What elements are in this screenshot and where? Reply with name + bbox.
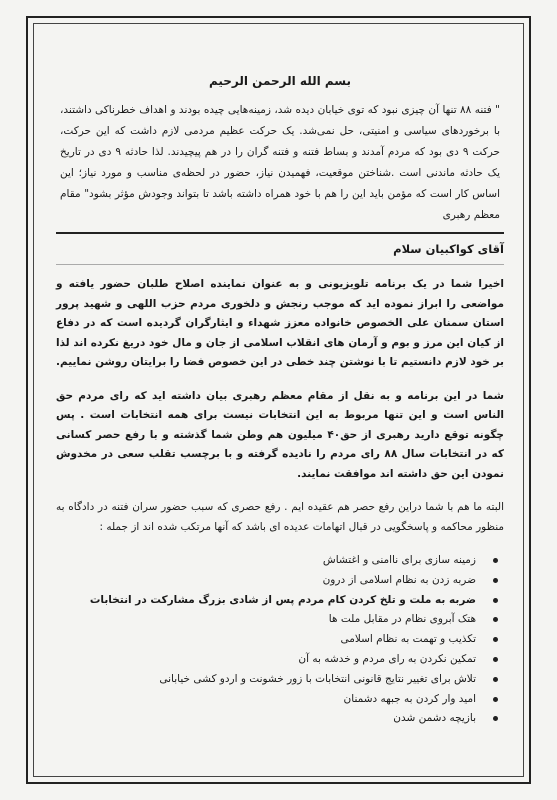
list-item: ضربه زدن به نظام اسلامی از درون xyxy=(56,571,476,591)
list-item: زمینه سازی برای ناامنی و اغتشاش xyxy=(56,551,476,571)
divider xyxy=(56,232,504,234)
list-item: امید وار کردن به جبهه دشمنان xyxy=(56,690,476,710)
bullet-icon xyxy=(493,637,498,642)
charges-list xyxy=(56,551,504,729)
list-item: تمکین نکردن به رای مردم و خدشه به آن xyxy=(56,650,476,670)
bullet-icon xyxy=(493,617,498,622)
list-item: تلاش برای تغییر نتایج قانونی انتخابات با زور خشونت و اردو کشی خیابانی xyxy=(56,670,476,690)
quote-attribution: مقام معظم رهبری xyxy=(60,188,500,221)
list-item: هتک آبروی نظام در مقابل ملت ها xyxy=(56,610,476,630)
list-item: ضربه به ملت و تلخ کردن کام مردم پس از شادی بزرگ مشارکت در انتخابات xyxy=(56,591,476,611)
leader-quote xyxy=(56,100,504,226)
bullet-icon xyxy=(493,598,498,603)
bullet-icon xyxy=(493,697,498,702)
letter-page xyxy=(56,64,504,764)
bullet-icon xyxy=(493,558,498,563)
paragraph-1: اخیرا شما در یک برنامه تلویزیونی و به عنوان نماینده اصلاح طلبان حضور یافته و مواضعی را ابراز نموده اید که موجب رنجش و دلخوری مردم حزب اللهی و شهید پرور استان سمنان علی الخصوص خانواده معزز شهداء و ایثارگران گردیده است که در دفاع از کیان این مرز و بوم و آرمان های انقلاب اسلامی از جان و مال خود دریغ نکرده اند لذا بر خود لازم دانستیم تا با نوشتن چند خطی در این خصوص فضا را برایتان روشن نماییم. xyxy=(56,278,504,368)
bullet-icon xyxy=(493,657,498,662)
bullet-icon xyxy=(493,677,498,682)
bullet-icon xyxy=(493,578,498,583)
paragraph-3: البته ما هم با شما دراین رفع حصر هم عقیده ایم . رفع حصری که سبب حضور سران فتنه در دادگاه به منظور محاکمه و پاسخگویی در قبال اتهامات عدیده ای باشد که آنها مرتکب شده اند از جمله : xyxy=(56,501,504,533)
greeting: آقای کواکبیان سلام xyxy=(393,242,504,256)
quote-text: " فتنه ۸۸ تنها آن چیزی نبود که توی خیابان دیده شد، زمینه‌هایی چیده بودند و اهداف خطرناکی داشتند، با برخوردهای سیاسی و امنیتی، حل نمی‌شد. یک حرکت عظیم مردمی لازم داشت که این حرکت، حرکت ۹ دی بود که مردم آمدند و بساط فتنه و فتنه گران را در هم پیچیدند. لذا حادثه ۹ دی در تاریخ یک حادثه ماندنی است .شناختن موقعیت، فهمیدن نیاز، حضور در لحظه‌ی مناسب و مورد نیاز؛ این اساس کار است که مؤمن باید این را هم با خود همراه داشته باشد تا بتواند وجودش مؤثر بشود" xyxy=(60,104,501,200)
paragraph-2: شما در این برنامه و به نقل از مقام معظم رهبری بیان داشته اید که رای مردم حق الناس است و این تنها مربوط به این انتخابات نیست برای همه انتخابات است . پس چگونه توقع دارید رهبری از حق۴۰ میلیون هم وطن شما گذشته و با رفع حصر کسانی که در انتخابات سال ۸۸ رای مردم را نادیده گرفته و با برچسب تقلب سعی در مخدوش نمودن این حق داشته اند موافقت نمایند. xyxy=(56,389,504,480)
list-item: تکذیب و تهمت به نظام اسلامی xyxy=(56,630,476,650)
basmala-heading: بسم الله الرحمن الرحیم xyxy=(208,74,352,88)
greeting-underline xyxy=(56,264,504,265)
bullet-icon xyxy=(493,716,498,721)
list-item: بازیچه دشمن شدن xyxy=(56,709,476,729)
